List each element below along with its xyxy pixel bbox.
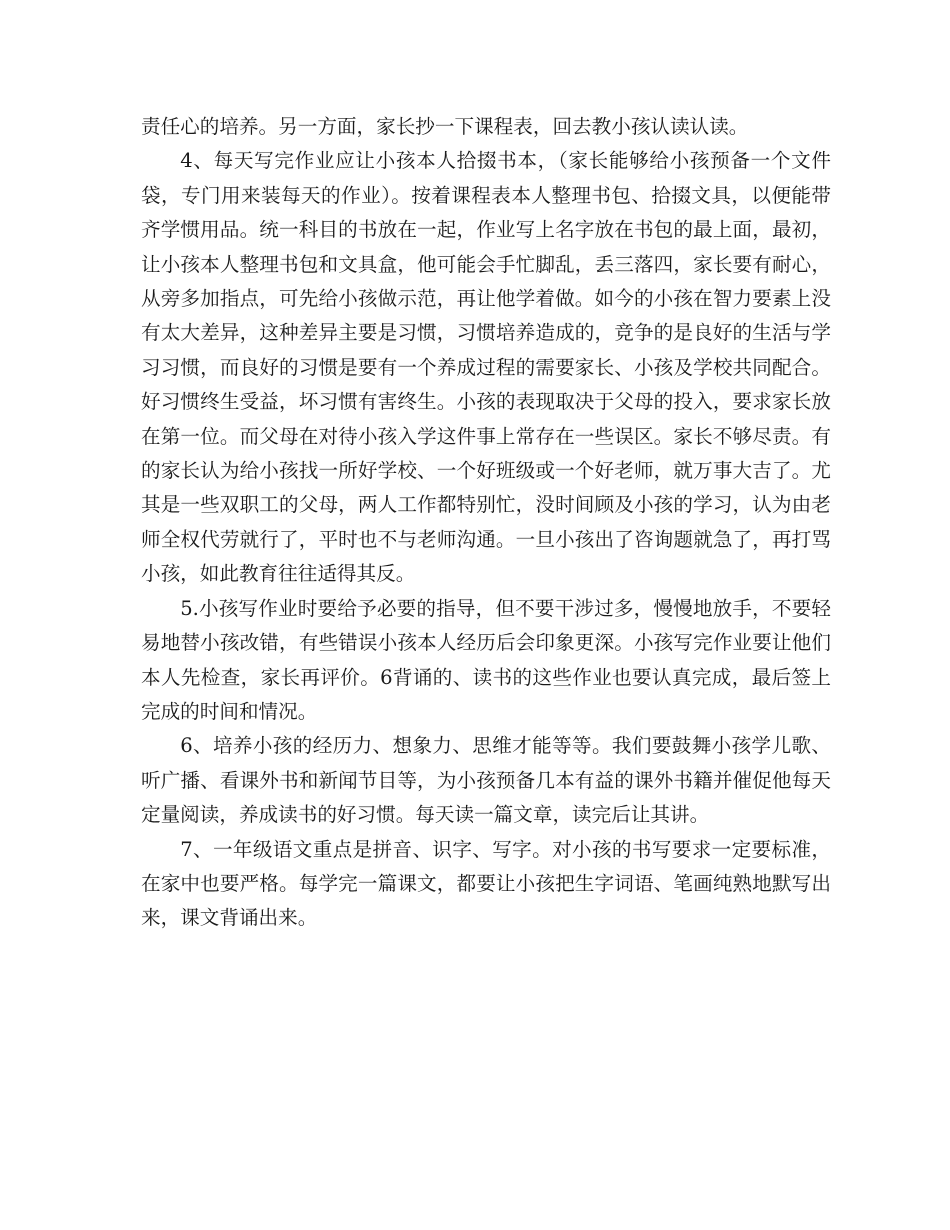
paragraph-item-6: 6、培养小孩的经历力、想象力、思维才能等等。我们要鼓舞小孩学儿歌、听广播、看课外书和新闻节目等，为小孩预备几本有益的课外书籍并催促他每天定量阅读，养成读书的好习惯。每天读一篇文章，读完后让其讲。 — [141, 734, 831, 827]
paragraph-item-5: 5.小孩写作业时要给予必要的指导，但不要干涉过多，慢慢地放手，不要轻易地替小孩改错，有些错误小孩本人经历后会印象更深。小孩写完作业要让他们本人先检查，家长再评价。6背诵的、读书的这些作业也要认真完成，最后签上完成的时间和情况。 — [141, 596, 831, 723]
paragraph-item-7: 7、一年级语文重点是拼音、识字、写字。对小孩的书写要求一定要标准，在家中也要严格。每学完一篇课文，都要让小孩把生字词语、笔画纯熟地默写出来，课文背诵出来。 — [141, 837, 831, 930]
document-page — [141, 110, 831, 936]
paragraph-item-4: 4、每天写完作业应让小孩本人拾掇书本，（家长能够给小孩预备一个文件袋，专门用来装每天的作业）。按着课程表本人整理书包、拾掇文具，以便能带齐学惯用品。统一科目的书放在一起，作业写上名字放在书包的最上面，最初，让小孩本人整理书包和文具盒，他可能会手忙脚乱，丢三落四，家长要有耐心，从旁多加指点，可先给小孩做示范，再让他学着做。如今的小孩在智力要素上没有太大差异，这种差异主要是习惯，习惯培养造成的，竞争的是良好的生活与学习习惯，而良好的习惯是要有一个养成过程的需要家长、小孩及学校共同配合。好习惯终生受益，坏习惯有害终生。小孩的表现取决于父母的投入，要求家长放在第一位。而父母在对待小孩入学这件事上常存在一些误区。家长不够尽责。有的家长认为给小孩找一所好学校、一个好班级或一个好老师，就万事大吉了。尤其是一些双职工的父母，两人工作都特别忙，没时间顾及小孩的学习，认为由老师全权代劳就行了，平时也不与老师沟通。一旦小孩出了咨询题就急了，再打骂小孩，如此教育往往适得其反。 — [141, 149, 831, 586]
paragraph-continuation: 责任心的培养。另一方面，家长抄一下课程表，回去教小孩认读认读。 — [141, 115, 749, 138]
